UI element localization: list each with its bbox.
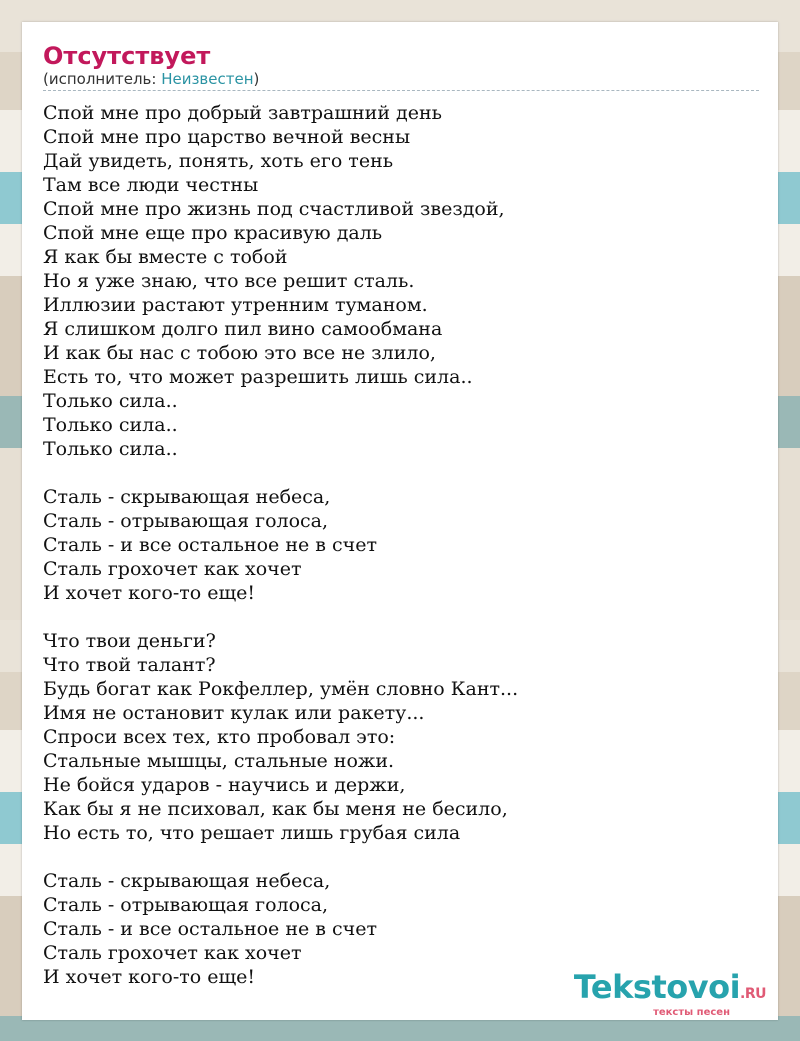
site-logo[interactable] [574, 970, 766, 1018]
lyrics-line: И как бы нас с тобою это все не злило, [43, 342, 436, 364]
lyrics-line: Спой мне еще про красивую даль [43, 222, 383, 244]
lyrics-line: Только сила.. [43, 438, 178, 460]
lyrics-line: Но есть то, что решает лишь грубая сила [43, 822, 461, 844]
lyrics-text [43, 101, 758, 989]
lyrics-line: Стальные мышцы, стальные ножи. [43, 750, 395, 772]
lyrics-line: Дай увидеть, понять, хоть его тень [43, 150, 394, 172]
lyrics-line: Иллюзии растают утренним туманом. [43, 294, 428, 316]
lyrics-line: И хочет кого-то еще! [43, 966, 256, 988]
artist-prefix: (исполнитель: [43, 70, 162, 88]
artist-link[interactable]: Неизвестен [161, 70, 254, 88]
lyrics-line: Только сила.. [43, 390, 178, 412]
lyrics-line: Сталь - и все остальное не в счет [43, 918, 377, 940]
lyrics-line: Спой мне про царство вечной весны [43, 126, 411, 148]
artist-suffix: ) [253, 70, 260, 88]
lyrics-blank-line [43, 605, 758, 629]
lyrics-line: Сталь - скрывающая небеса, [43, 486, 331, 508]
lyrics-line: Сталь грохочет как хочет [43, 942, 302, 964]
lyrics-line: Как бы я не психовал, как бы меня не бесило, [43, 798, 508, 820]
lyrics-line: Будь богат как Рокфеллер, умён словно Кант... [43, 678, 519, 700]
logo-tagline: тексты песен [653, 1007, 730, 1018]
lyrics-blank-line [43, 845, 758, 869]
logo-name: Tekstovoi [573, 968, 741, 1006]
lyrics-line: Спой мне про добрый завтрашний день [43, 102, 442, 124]
lyrics-line: Только сила.. [43, 414, 178, 436]
lyrics-card [22, 22, 778, 1020]
lyrics-line: Я слишком долго пил вино самообмана [43, 318, 443, 340]
lyrics-line: Спой мне про жизнь под счастливой звездой, [43, 198, 505, 220]
lyrics-line: И хочет кого-то еще! [43, 582, 256, 604]
lyrics-line: Там все люди честны [43, 174, 259, 196]
logo-tld: .RU [740, 986, 766, 1002]
lyrics-line: Имя не остановит кулак или ракету... [43, 702, 425, 724]
lyrics-line: Спроси всех тех, кто пробовал это: [43, 726, 396, 748]
lyrics-line: Но я уже знаю, что все решит сталь. [43, 270, 415, 292]
lyrics-line: Я как бы вместе с тобой [43, 246, 288, 268]
lyrics-line: Что твои деньги? [43, 630, 216, 652]
lyrics-line: Сталь - и все остальное не в счет [43, 534, 377, 556]
artist-line [43, 70, 759, 91]
lyrics-line: Сталь - отрывающая голоса, [43, 510, 329, 532]
lyrics-line: Сталь - отрывающая голоса, [43, 894, 329, 916]
lyrics-line: Есть то, что может разрешить лишь сила.. [43, 366, 473, 388]
lyrics-line: Сталь грохочет как хочет [43, 558, 302, 580]
song-title: Отсутствует [43, 42, 211, 70]
lyrics-line: Сталь - скрывающая небеса, [43, 870, 331, 892]
lyrics-blank-line [43, 461, 758, 485]
lyrics-line: Что твой талант? [43, 654, 216, 676]
lyrics-line: Не бойся ударов - научись и держи, [43, 774, 406, 796]
